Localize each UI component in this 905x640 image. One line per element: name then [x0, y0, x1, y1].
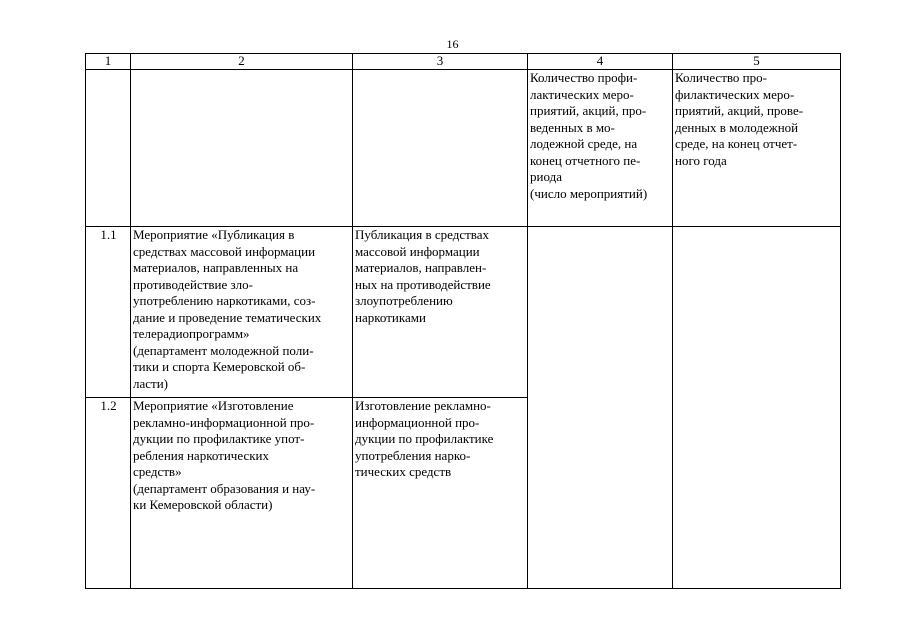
- year-count-cell: [673, 227, 841, 589]
- column-number: 5: [673, 54, 841, 70]
- column-number: 1: [86, 54, 131, 70]
- year-count-cell: Количество про- филактических меро- приятий, акций, прове- денных в молодежной среде, на конец отчет- ного года: [673, 70, 841, 227]
- indicator-cell: [353, 70, 528, 227]
- row-number: 1.2: [86, 398, 131, 589]
- indicator-cell: Изготовление рекламно- информационной про- дукции по профилактике употребления нарко- тических средств: [353, 398, 528, 589]
- column-number: 4: [528, 54, 673, 70]
- activity-cell: Мероприятие «Публикация в средствах массовой информации материалов, направленных на противодействие зло- употреблению наркотиками, соз- дание и проведение тематических телерадиопрограмм» (департамент молодежной поли- тики и спорта Кемеровской об- ласти): [131, 227, 353, 398]
- period-count-cell: [528, 227, 673, 589]
- table-row: [86, 227, 841, 398]
- activity-cell: Мероприятие «Изготовление рекламно-информационной про- дукции по профилактике упот- ребления наркотических средств» (департамент образования и нау- ки Кемеровской области): [131, 398, 353, 589]
- column-number: 2: [131, 54, 353, 70]
- activity-cell: [131, 70, 353, 227]
- column-number: 3: [353, 54, 528, 70]
- indicator-cell: Публикация в средствах массовой информации материалов, направлен- ных на противодействие злоупотреблению наркотиками: [353, 227, 528, 398]
- row-number: 1.1: [86, 227, 131, 398]
- row-number: [86, 70, 131, 227]
- page-number: 16: [446, 37, 459, 51]
- table-row: [86, 70, 841, 227]
- column-number-row: [86, 54, 841, 70]
- program-table: [85, 53, 841, 589]
- period-count-cell: Количество профи- лактических меро- приятий, акций, про- веденных в мо- лодежной среде, на конец отчетного пе- риода (число мероприятий): [528, 70, 673, 227]
